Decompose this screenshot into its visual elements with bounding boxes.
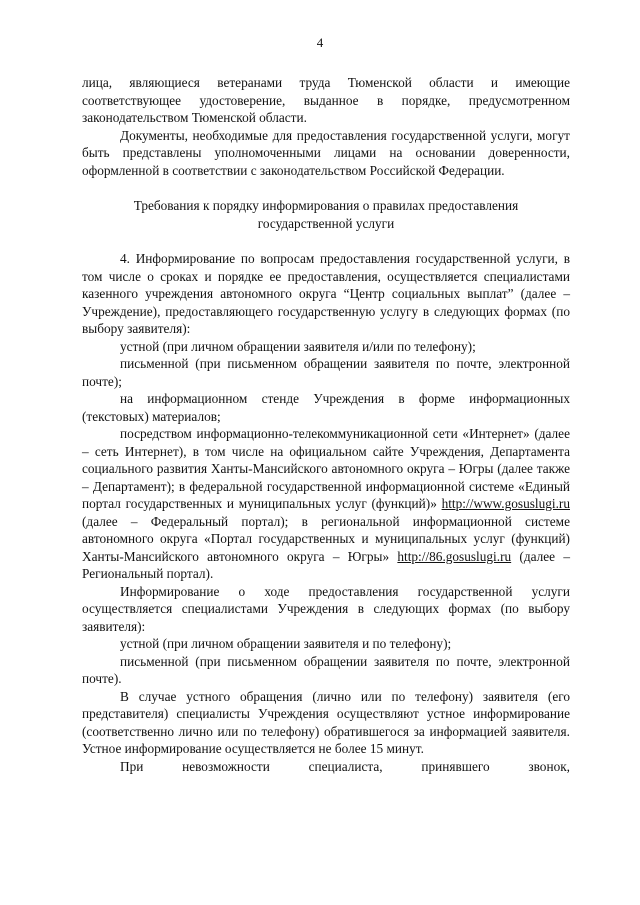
- paragraph-item-4: 4. Информирование по вопросам предоставления государственной услуги, в том числе о сроках и порядке ее предоставления, осуществляется специалистами казенного учреждения автономного округа “Центр социальных выплат” (далее – Учреждение), предоставляющего государственную услугу в следующих формах (по выбору заявителя):: [82, 251, 570, 336]
- federal-portal-link[interactable]: http://www.gosuslugi.ru: [441, 496, 570, 511]
- section-heading-line1: Требования к порядку информирования о правилах предоставления: [133, 198, 519, 213]
- paragraph-documents: Документы, необходимые для предоставления государственной услуги, могут быть представлены уполномоченными лицами на основании доверенности, оформленной в соответствии с законодательством Российской Федерации.: [82, 127, 570, 178]
- list-item-stand: на информационном стенде Учреждения в форме информационных (текстовых) материалов;: [82, 391, 570, 424]
- internet-text-2: (далее – Федеральный портал); в региональной информационной системе автономного округа «Портал государственных и муниципальных услуг (функций) Ханты-Мансийского автономного округа – Югры»: [82, 513, 570, 564]
- list-item-internet: [82, 425, 570, 583]
- list-item-progress-written: письменной (при письменном обращении заявителя по почте, электронной почте).: [82, 653, 570, 686]
- page-number: 4: [316, 35, 324, 50]
- internet-text-1: посредством информационно-телекоммуникационной сети «Интернет» (далее – сеть Интернет), в том числе на официальном сайте Учреждения, Департамента социального развития Ханты-Мансийского автономного округа – Югры (далее также – Департамент); в федеральной государственной информационной системе «Единый портал государственных и муниципальных услуг (функций)»: [82, 426, 570, 511]
- paragraph-veterans: лица, являющиеся ветеранами труда Тюменской области и имеющие соответствующее удостоверение, выданное в порядке, предусмотренном законодательством Тюменской области.: [82, 75, 570, 125]
- list-item-written: письменной (при письменном обращении заявителя по почте, электронной почте);: [82, 356, 570, 389]
- regional-portal-link[interactable]: http://86.gosuslugi.ru: [397, 548, 512, 564]
- paragraph-oral-request: В случае устного обращения (лично или по телефону) заявителя (его представителя) специалисты Учреждения осуществляют устное информирование (соответственно лично или по телефону) обратившегося за информацией заявителя. Устное информирование осуществляется не более 15 минут.: [82, 688, 570, 756]
- section-heading: [82, 197, 570, 232]
- list-item-oral: устной (при личном обращении заявителя и/или по телефону);: [120, 338, 476, 354]
- paragraph-progress: Информирование о ходе предоставления государственной услуги осуществляется специалистами Учреждения в следующих формах (по выбору заявителя):: [82, 583, 570, 634]
- internet-text-3: (далее – Региональный портал).: [82, 548, 570, 581]
- paragraph-last: При невозможности специалиста, принявшего звонок,: [120, 758, 570, 774]
- section-heading-line2: государственной услуги: [257, 215, 395, 231]
- list-item-progress-oral: устной (при личном обращении заявителя и по телефону);: [120, 636, 452, 651]
- document-body: [82, 74, 570, 775]
